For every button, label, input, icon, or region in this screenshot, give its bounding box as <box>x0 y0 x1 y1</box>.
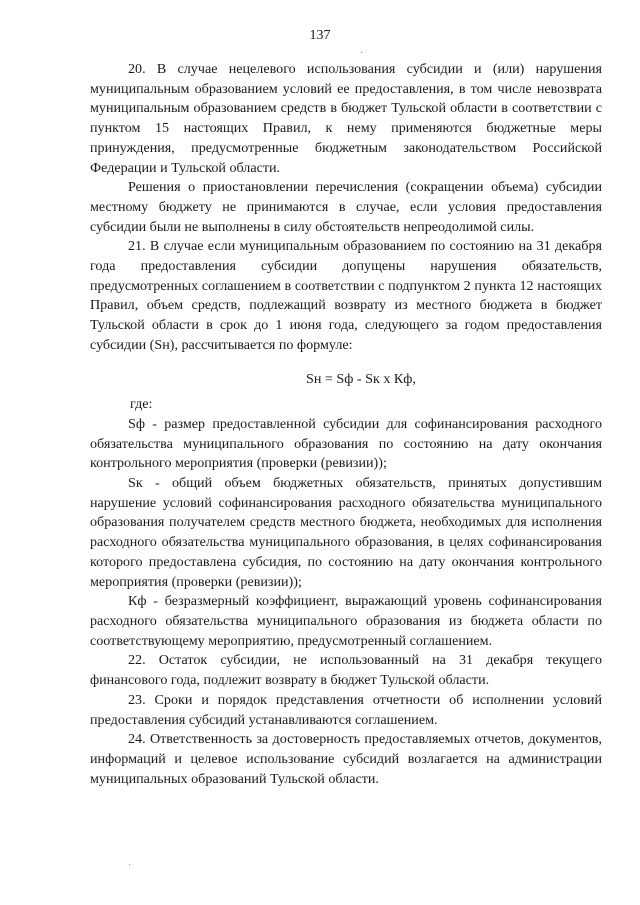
paragraph-20: 20. В случае нецелевого использования субсидии и (или) нарушения муниципальным образованием условий ее предоставления, в том числе невозврата муниципальным образованием средств в бюджет Тульской области в соответствии с пунктом 15 настоящих Правил, к нему применяются бюджетные меры принуждения, предусмотренные бюджетным законодательством Российской Федерации и Тульской области. <box>90 61 602 176</box>
definition-kf: Кф - безразмерный коэффициент, выражающий уровень софинансирования расходного обязательства муниципального образования из бюджета области по соответствующему мероприятию, предусмотренный соглашением. <box>90 593 602 649</box>
paragraph-21: 21. В случае если муниципальным образованием по состоянию на 31 декабря года предоставления субсидии допущены нарушения обязательств, предусмотренных соглашением в соответствии с подпунктом 2 пункта 12 настоящих Правил, объем средств, подлежащий возврату из местного бюджета в бюджет Тульской области в срок до 1 июня года, следующего за годом предоставления субсидии (Sн), рассчитывается по формуле: <box>90 238 602 353</box>
paragraph-23: 23. Сроки и порядок представления отчетности об исполнении условий предоставления субсидий устанавливаются соглашением. <box>90 691 602 728</box>
scan-dot-mark: · <box>360 48 364 59</box>
definition-sf: Sф - размер предоставленной субсидии для софинансирования расходного обязательства муниципального образования по состоянию на дату окончания контрольного мероприятия (проверки (ревизии)); <box>90 415 602 472</box>
paragraph-suspension-decisions: Решения о приостановлении перечисления (сокращении объема) субсидии местному бюджету не принимаются в случае, если условия предоставления субсидии были не выполнены в силу обстоятельств непреодолимой силы. <box>90 179 602 235</box>
paragraph-22: 22. Остаток субсидии, не использованный на 31 декабря текущего финансового года, подлежит возврату в бюджет Тульской области. <box>90 652 602 689</box>
document-body <box>90 60 602 789</box>
scan-dot-mark: · <box>128 860 132 871</box>
definition-sk: Sк - общий объем бюджетных обязательств, принятых допустившим нарушение условий софинансирования расходного обязательства муниципального образования получателем средств местного бюджета, необходимых для исполнения расходного обязательства муниципального образования, в целях софинансирования которого предоставлена субсидия, по состоянию на дату окончания контрольного мероприятия (проверки (ревизии)); <box>90 475 602 590</box>
page-number: 137 <box>309 28 331 43</box>
where-label: где: <box>130 396 153 413</box>
refund-formula: Sн = Sф - Sк х Кф, <box>306 370 416 387</box>
paragraph-24: 24. Ответственность за достоверность предоставляемых отчетов, документов, информаций и целевое использование субсидий возлагается на администрации муниципальных образований Тульской области. <box>90 731 602 787</box>
